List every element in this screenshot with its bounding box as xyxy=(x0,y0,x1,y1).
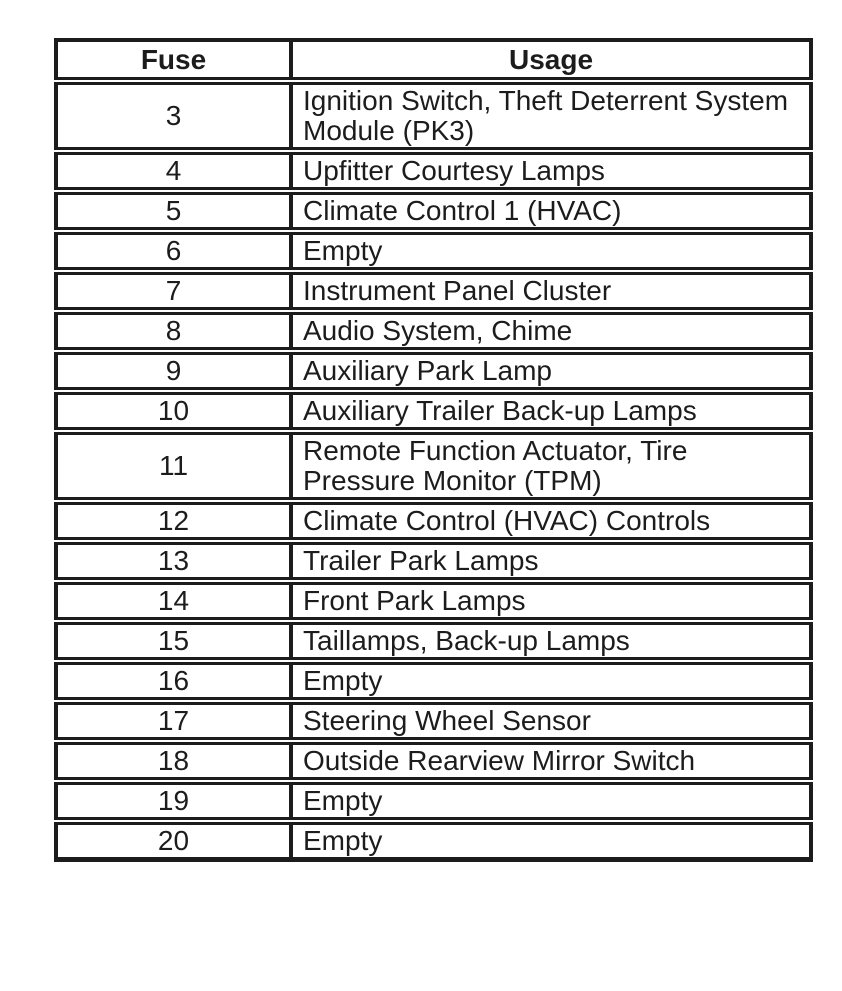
table-row xyxy=(54,502,813,540)
usage-cell: Front Park Lamps xyxy=(291,582,813,620)
table-row xyxy=(54,312,813,350)
usage-cell: Steering Wheel Sensor xyxy=(291,702,813,740)
table-row xyxy=(54,352,813,390)
fuse-number-cell: 16 xyxy=(54,662,291,700)
table-header-row xyxy=(54,38,813,80)
fuse-number-cell: 5 xyxy=(54,192,291,230)
usage-cell: Trailer Park Lamps xyxy=(291,542,813,580)
table-row xyxy=(54,782,813,820)
usage-cell: Auxiliary Trailer Back-up Lamps xyxy=(291,392,813,430)
table-row xyxy=(54,82,813,150)
fuse-number-cell: 7 xyxy=(54,272,291,310)
fuse-number-cell: 6 xyxy=(54,232,291,270)
table-row xyxy=(54,272,813,310)
usage-cell: Empty xyxy=(291,662,813,700)
fuse-number-cell: 8 xyxy=(54,312,291,350)
usage-cell: Audio System, Chime xyxy=(291,312,813,350)
fuse-number-cell: 19 xyxy=(54,782,291,820)
manual-page xyxy=(0,36,842,991)
fuse-table-body xyxy=(54,82,813,862)
fuse-number-cell: 12 xyxy=(54,502,291,540)
fuse-number-cell: 13 xyxy=(54,542,291,580)
table-row xyxy=(54,582,813,620)
table-row xyxy=(54,742,813,780)
usage-column-header: Usage xyxy=(291,38,813,80)
fuse-number-cell: 4 xyxy=(54,152,291,190)
usage-cell: Empty xyxy=(291,232,813,270)
fuse-number-cell: 10 xyxy=(54,392,291,430)
table-row xyxy=(54,232,813,270)
table-row xyxy=(54,662,813,700)
table-row xyxy=(54,192,813,230)
fuse-number-cell: 9 xyxy=(54,352,291,390)
usage-cell: Climate Control 1 (HVAC) xyxy=(291,192,813,230)
table-row xyxy=(54,392,813,430)
usage-cell: Auxiliary Park Lamp xyxy=(291,352,813,390)
table-row xyxy=(54,822,813,862)
fuse-column-header: Fuse xyxy=(54,38,291,80)
fuse-number-cell: 18 xyxy=(54,742,291,780)
table-row xyxy=(54,622,813,660)
fuse-usage-table xyxy=(54,36,813,864)
fuse-number-cell: 14 xyxy=(54,582,291,620)
table-row xyxy=(54,702,813,740)
fuse-number-cell: 15 xyxy=(54,622,291,660)
usage-cell: Taillamps, Back-up Lamps xyxy=(291,622,813,660)
usage-cell: Ignition Switch, Theft Deterrent System Module (PK3) xyxy=(291,82,813,150)
usage-cell: Remote Function Actuator, Tire Pressure Monitor (TPM) xyxy=(291,432,813,500)
fuse-number-cell: 20 xyxy=(54,822,291,862)
fuse-number-cell: 3 xyxy=(54,82,291,150)
table-row xyxy=(54,432,813,500)
fuse-number-cell: 11 xyxy=(54,432,291,500)
usage-cell: Upfitter Courtesy Lamps xyxy=(291,152,813,190)
usage-cell: Instrument Panel Cluster xyxy=(291,272,813,310)
table-row xyxy=(54,542,813,580)
usage-cell: Empty xyxy=(291,822,813,862)
usage-cell: Empty xyxy=(291,782,813,820)
fuse-number-cell: 17 xyxy=(54,702,291,740)
usage-cell: Climate Control (HVAC) Controls xyxy=(291,502,813,540)
table-row xyxy=(54,152,813,190)
usage-cell: Outside Rearview Mirror Switch xyxy=(291,742,813,780)
